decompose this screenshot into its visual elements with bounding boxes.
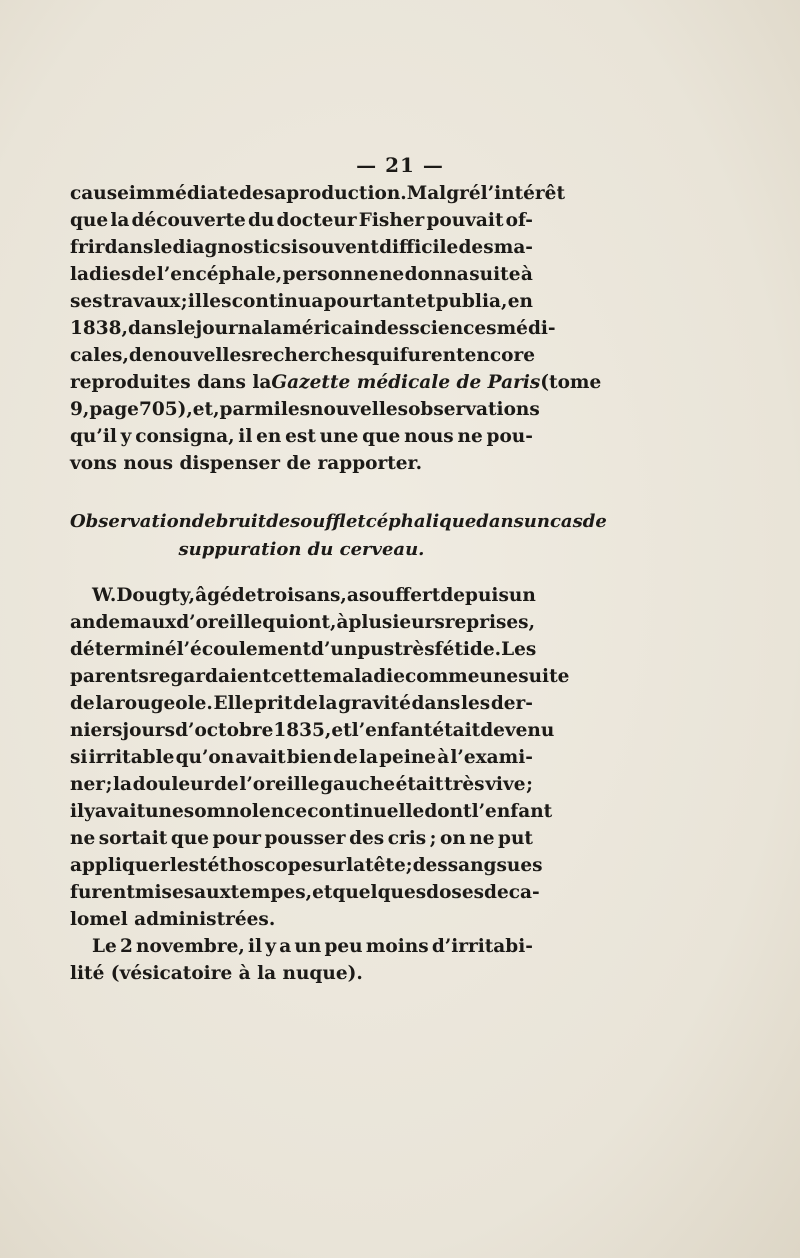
word: trois	[256, 585, 305, 606]
word: stéthoscope	[188, 855, 313, 876]
word: céphalique	[365, 511, 477, 532]
word: de	[582, 511, 607, 532]
word: fétide.	[434, 639, 502, 660]
word: de	[70, 693, 95, 714]
word: difficile	[379, 237, 459, 258]
text-line	[70, 825, 533, 852]
word: médi-	[496, 318, 556, 339]
word: une	[479, 666, 519, 687]
word: que	[170, 828, 209, 849]
paragraph-1	[70, 180, 602, 477]
word: peine	[379, 747, 437, 768]
word: Le	[92, 936, 117, 957]
word: rougeole.	[115, 693, 213, 714]
word: il	[70, 801, 85, 822]
word: l’enfant	[351, 720, 433, 741]
word: de	[131, 264, 157, 285]
word: américain	[270, 318, 375, 339]
word: plusieurs	[348, 612, 445, 633]
word: de	[214, 774, 239, 795]
word: déterminé	[70, 639, 177, 660]
word: moins	[365, 936, 429, 957]
paragraph-2	[70, 582, 570, 987]
word: qui	[262, 612, 296, 633]
text-line	[70, 582, 536, 609]
word: si	[280, 237, 299, 258]
word: nouvelles	[153, 345, 252, 366]
word: le	[153, 237, 173, 258]
word: des	[412, 855, 448, 876]
word: l’encéphale,	[156, 264, 283, 285]
word: le	[169, 855, 189, 876]
word: l’intérêt	[480, 183, 565, 204]
word: Malgré	[406, 183, 481, 204]
word: observations	[408, 399, 540, 420]
word: en	[256, 426, 282, 447]
word: sortait	[98, 828, 168, 849]
word: 9,	[70, 399, 90, 420]
word: W.	[92, 585, 117, 606]
word: avait	[94, 801, 146, 822]
text-line	[70, 879, 540, 906]
word: irritable	[88, 747, 175, 768]
word: niers	[70, 720, 123, 741]
word: ;	[405, 855, 413, 876]
word: consigna,	[135, 426, 235, 447]
word: un	[523, 511, 550, 532]
word: l’enfant	[471, 801, 553, 822]
word: de	[191, 511, 216, 532]
word: pou-	[486, 426, 533, 447]
word: l’oreille	[239, 774, 320, 795]
word: soufflet	[290, 511, 366, 532]
word: furent	[70, 882, 135, 903]
word: du	[247, 210, 275, 231]
word: de	[266, 511, 291, 532]
word: ne	[70, 828, 96, 849]
text-line	[70, 933, 533, 960]
word: avait	[235, 747, 286, 768]
word: personne	[282, 264, 379, 285]
word: âgé	[195, 585, 232, 606]
word: parmi	[219, 399, 281, 420]
word: souvent	[298, 237, 379, 258]
word: cause	[70, 183, 129, 204]
word: cas	[549, 511, 583, 532]
word: depuis	[440, 585, 509, 606]
word: et	[331, 720, 352, 741]
word: très	[394, 639, 435, 660]
word: a	[279, 936, 292, 957]
word: y	[265, 936, 276, 957]
word: tête	[365, 855, 406, 876]
word: douleur	[132, 774, 214, 795]
word: diagnostic	[172, 237, 281, 258]
word: de	[128, 345, 154, 366]
text-line	[70, 234, 533, 261]
word: pousser	[264, 828, 346, 849]
word: et	[414, 291, 436, 312]
line-text: vons nous dispenser de rapporter.	[70, 453, 423, 474]
word: qui	[366, 345, 400, 366]
line-text: lité (vésicatoire à la nuque).	[70, 963, 363, 984]
word: bruit	[215, 511, 267, 532]
word: ;	[180, 291, 188, 312]
citation-suffix: (tome	[540, 372, 602, 393]
word: l’écoulement	[176, 639, 312, 660]
word: les	[280, 399, 311, 420]
word: immédiate	[128, 183, 240, 204]
word: put	[498, 828, 533, 849]
word: il	[248, 936, 263, 957]
word: les	[460, 693, 491, 714]
word: doses	[426, 882, 485, 903]
word: des	[458, 237, 494, 258]
word: continua	[231, 291, 324, 312]
word: devenu	[480, 720, 555, 741]
word: somnolence	[183, 801, 308, 822]
word: Les	[501, 639, 537, 660]
word: ne	[469, 828, 495, 849]
journal-title: Gazette médicale de Paris	[271, 372, 541, 393]
word: der-	[490, 693, 533, 714]
word: production.	[286, 183, 407, 204]
word: mises	[134, 882, 195, 903]
word: regardaient	[148, 666, 271, 687]
word: la	[113, 774, 133, 795]
word: reprises,	[444, 612, 536, 633]
word: dans	[411, 693, 461, 714]
text-line	[70, 342, 533, 369]
text-line	[70, 609, 536, 636]
text-line	[70, 288, 533, 315]
word: dans	[476, 511, 524, 532]
word: les	[202, 291, 232, 312]
text-line	[70, 315, 556, 342]
word: à	[437, 747, 450, 768]
word: comme	[404, 666, 480, 687]
word: continuelle	[307, 801, 425, 822]
word: de	[333, 747, 358, 768]
word: an	[70, 612, 96, 633]
text-line-last	[70, 960, 533, 987]
word: docteur	[276, 210, 357, 231]
word: jours	[122, 720, 176, 741]
word: et	[312, 882, 333, 903]
word: gauche	[320, 774, 395, 795]
text-line	[70, 798, 553, 825]
word: cris	[387, 828, 427, 849]
word: ladies	[70, 264, 132, 285]
word: ;	[429, 828, 437, 849]
word: Dougty,	[116, 585, 196, 606]
word: à	[520, 264, 533, 285]
word: d’un	[311, 639, 358, 660]
word: y	[120, 426, 132, 447]
word: l’exami-	[450, 747, 533, 768]
text-line	[70, 744, 533, 771]
word: de	[293, 693, 318, 714]
word: sangsues	[447, 855, 543, 876]
word: aux	[194, 882, 231, 903]
text-line	[70, 717, 555, 744]
word: le	[176, 318, 196, 339]
word: que	[362, 426, 401, 447]
text-line	[70, 690, 533, 717]
word: et,	[192, 399, 220, 420]
word: pour	[212, 828, 261, 849]
word: parents	[70, 666, 149, 687]
word: la	[318, 693, 338, 714]
text-line	[70, 261, 533, 288]
word: bien	[286, 747, 332, 768]
word: était	[432, 720, 481, 741]
word: cales,	[70, 345, 129, 366]
word: appliquer	[70, 855, 170, 876]
word: furent	[399, 345, 465, 366]
word: 2	[119, 936, 133, 957]
word: d’oreille	[176, 612, 263, 633]
word: nouvelles	[310, 399, 409, 420]
text-line	[70, 771, 533, 798]
word: page	[89, 399, 139, 420]
text-line-citation	[70, 369, 602, 396]
word: souffert	[358, 585, 441, 606]
text-line	[70, 663, 570, 690]
heading-text: suppuration du cerveau.	[178, 539, 425, 560]
word: sa	[263, 183, 287, 204]
word: dans	[127, 318, 177, 339]
citation-prefix: reproduites dans la	[70, 372, 272, 393]
word: qu’on	[175, 747, 235, 768]
text-line	[70, 396, 540, 423]
word: tempes,	[230, 882, 313, 903]
word: publia,	[435, 291, 508, 312]
text-line	[70, 180, 565, 207]
observation-heading	[70, 508, 607, 564]
text-line-last	[70, 906, 533, 933]
word: est	[285, 426, 316, 447]
word: ma-	[493, 237, 533, 258]
word: ont,	[295, 612, 337, 633]
word: nous	[404, 426, 454, 447]
word: la	[110, 210, 130, 231]
line-text: lomel administrées.	[70, 909, 276, 930]
word: Fisher	[358, 210, 425, 231]
word: des	[349, 828, 385, 849]
text-line	[70, 636, 537, 663]
word: en	[507, 291, 533, 312]
word: a	[346, 585, 359, 606]
word: une	[145, 801, 184, 822]
word: très	[444, 774, 485, 795]
word: la	[358, 747, 378, 768]
word: ne	[457, 426, 483, 447]
word: découverte	[131, 210, 246, 231]
word: donna	[404, 264, 469, 285]
word: travaux	[102, 291, 181, 312]
word: de	[231, 585, 257, 606]
heading-line	[70, 536, 533, 564]
word: ans,	[304, 585, 347, 606]
word: une	[319, 426, 359, 447]
word: il	[238, 426, 253, 447]
word: suite	[518, 666, 570, 687]
word: maladie	[322, 666, 405, 687]
word: maux	[120, 612, 177, 633]
word: quelques	[332, 882, 427, 903]
word: gravité	[338, 693, 411, 714]
word: pouvait	[426, 210, 504, 231]
text-line-last	[70, 450, 533, 477]
word: suite	[469, 264, 521, 285]
word: à	[336, 612, 349, 633]
word: frir	[70, 237, 105, 258]
word: ;	[105, 774, 113, 795]
word: encore	[464, 345, 535, 366]
word: d’irritabi-	[431, 936, 533, 957]
word: peu	[324, 936, 363, 957]
word: la	[346, 855, 366, 876]
word: prit	[254, 693, 293, 714]
word: la	[95, 693, 115, 714]
word: sciences	[409, 318, 497, 339]
word: était	[395, 774, 444, 795]
word: ner	[70, 774, 105, 795]
word: y	[84, 801, 95, 822]
word: 1838,	[70, 318, 128, 339]
word: 1835,	[273, 720, 332, 741]
word: un	[294, 936, 322, 957]
word: de	[239, 183, 264, 204]
word: sur	[312, 855, 347, 876]
word: journal	[195, 318, 271, 339]
word: pus	[357, 639, 395, 660]
word: de	[484, 882, 509, 903]
word: cette	[270, 666, 323, 687]
word: des	[374, 318, 410, 339]
word: novembre,	[136, 936, 245, 957]
text-line	[70, 852, 543, 879]
heading-line	[70, 508, 607, 536]
word: vive	[485, 774, 526, 795]
word: on	[440, 828, 466, 849]
word: il	[187, 291, 202, 312]
word: si	[70, 747, 88, 768]
word: dont	[424, 801, 472, 822]
word: dans	[104, 237, 154, 258]
word: d’octobre	[175, 720, 274, 741]
word: Elle	[213, 693, 254, 714]
word: of-	[505, 210, 533, 231]
word: pourtant	[323, 291, 415, 312]
word: ;	[526, 774, 533, 795]
word: qu’il	[70, 426, 117, 447]
word: Observation	[70, 511, 192, 532]
text-line	[70, 423, 533, 450]
word: 705),	[138, 399, 193, 420]
word: un	[508, 585, 536, 606]
word: recherches	[251, 345, 367, 366]
word: que	[70, 210, 109, 231]
page-number: — 21 —	[356, 153, 444, 177]
word: ses	[70, 291, 103, 312]
word: de	[95, 612, 121, 633]
word: ca-	[508, 882, 540, 903]
word: ne	[378, 264, 405, 285]
text-line	[70, 207, 533, 234]
